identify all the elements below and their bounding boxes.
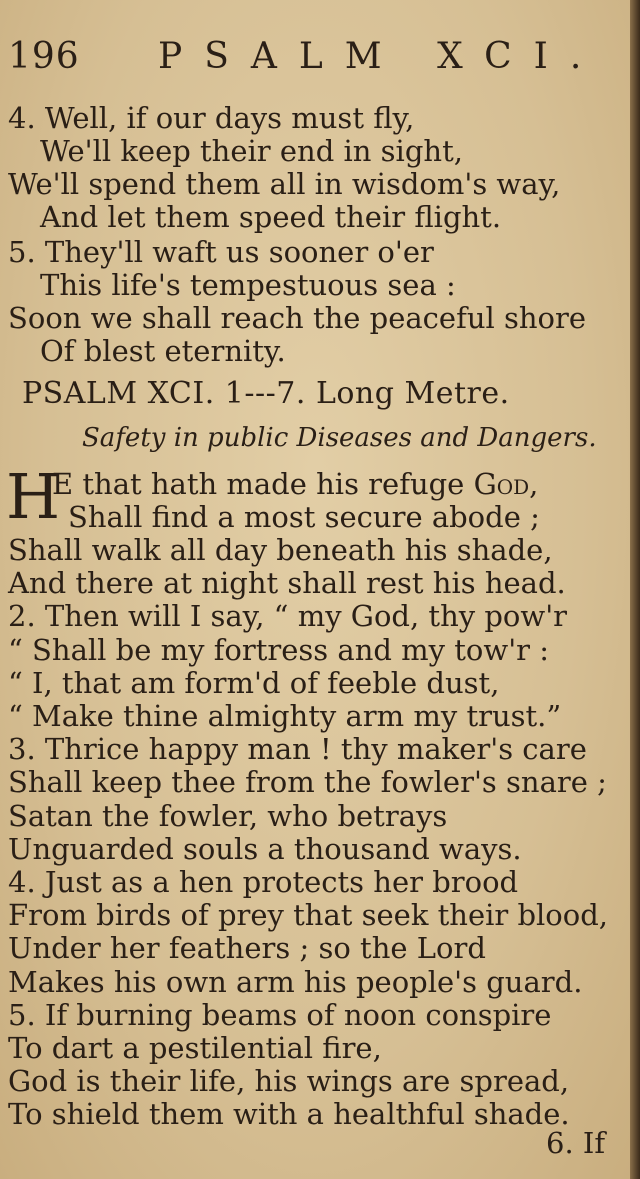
verse-line: God is their life, his wings are spread, bbox=[8, 1064, 570, 1098]
verse-line: And there at night shall rest his head. bbox=[8, 566, 566, 600]
first-line-text: E that hath made his refuge bbox=[52, 467, 465, 501]
verse-line: Shall walk all day beneath his shade, bbox=[8, 533, 553, 567]
verse-line: “ Shall be my fortress and my tow'r : bbox=[8, 633, 550, 667]
verse-line: 2. Then will I say, “ my God, thy pow'r bbox=[8, 599, 568, 633]
verse-line: Makes his own arm his people's guard. bbox=[8, 965, 583, 999]
verse-line: And let them speed their flight. bbox=[40, 200, 502, 234]
verse-line: To dart a pestilential fire, bbox=[8, 1031, 382, 1065]
first-line-end: , bbox=[529, 467, 539, 501]
page-header bbox=[8, 36, 608, 86]
verse-line: Satan the fowler, who betrays bbox=[8, 799, 448, 833]
verse-line: 3. Thrice happy man ! thy maker's care bbox=[8, 732, 587, 766]
drop-cap: H bbox=[6, 460, 61, 533]
verse-line: We'll spend them all in wisdom's way, bbox=[8, 167, 561, 201]
verse-line: From birds of prey that seek their blood, bbox=[8, 898, 609, 932]
verse-line: Shall keep thee from the fowler's snare ; bbox=[8, 765, 607, 799]
catchword: 6. If bbox=[546, 1126, 606, 1160]
verse-line: “ Make thine almighty arm my trust.” bbox=[8, 699, 562, 733]
page-number: 196 bbox=[8, 36, 80, 77]
verse-line: Unguarded souls a thousand ways. bbox=[8, 832, 522, 866]
running-title: PSALM XCI. bbox=[158, 36, 604, 77]
verse-line: Shall find a most secure abode ; bbox=[68, 500, 540, 534]
psalm-title: PSALM XCI. 1---7. Long Metre. bbox=[22, 376, 510, 411]
verse-line-first bbox=[52, 468, 538, 500]
verse-line: Of blest eternity. bbox=[40, 334, 286, 368]
verse-line: 4. Well, if our days must fly, bbox=[8, 101, 415, 135]
psalm-subtitle: Safety in public Diseases and Dangers. bbox=[82, 423, 597, 453]
page-edge bbox=[630, 0, 640, 1179]
verse-line: 4. Just as a hen protects her brood bbox=[8, 865, 519, 899]
verse-line: 5. If burning beams of noon conspire bbox=[8, 998, 552, 1032]
verse-line: We'll keep their end in sight, bbox=[40, 134, 463, 168]
verse-line: “ I, that am form'd of feeble dust, bbox=[8, 666, 500, 700]
verse-line: This life's tempestuous sea : bbox=[40, 268, 456, 302]
first-line-god: God bbox=[473, 467, 530, 501]
verse-line: To shield them with a healthful shade. bbox=[8, 1097, 570, 1131]
verse-line: Under her feathers ; so the Lord bbox=[8, 931, 486, 965]
verse-line: 5. They'll waft us sooner o'er bbox=[8, 235, 434, 269]
verse-line: Soon we shall reach the peaceful shore bbox=[8, 301, 587, 335]
